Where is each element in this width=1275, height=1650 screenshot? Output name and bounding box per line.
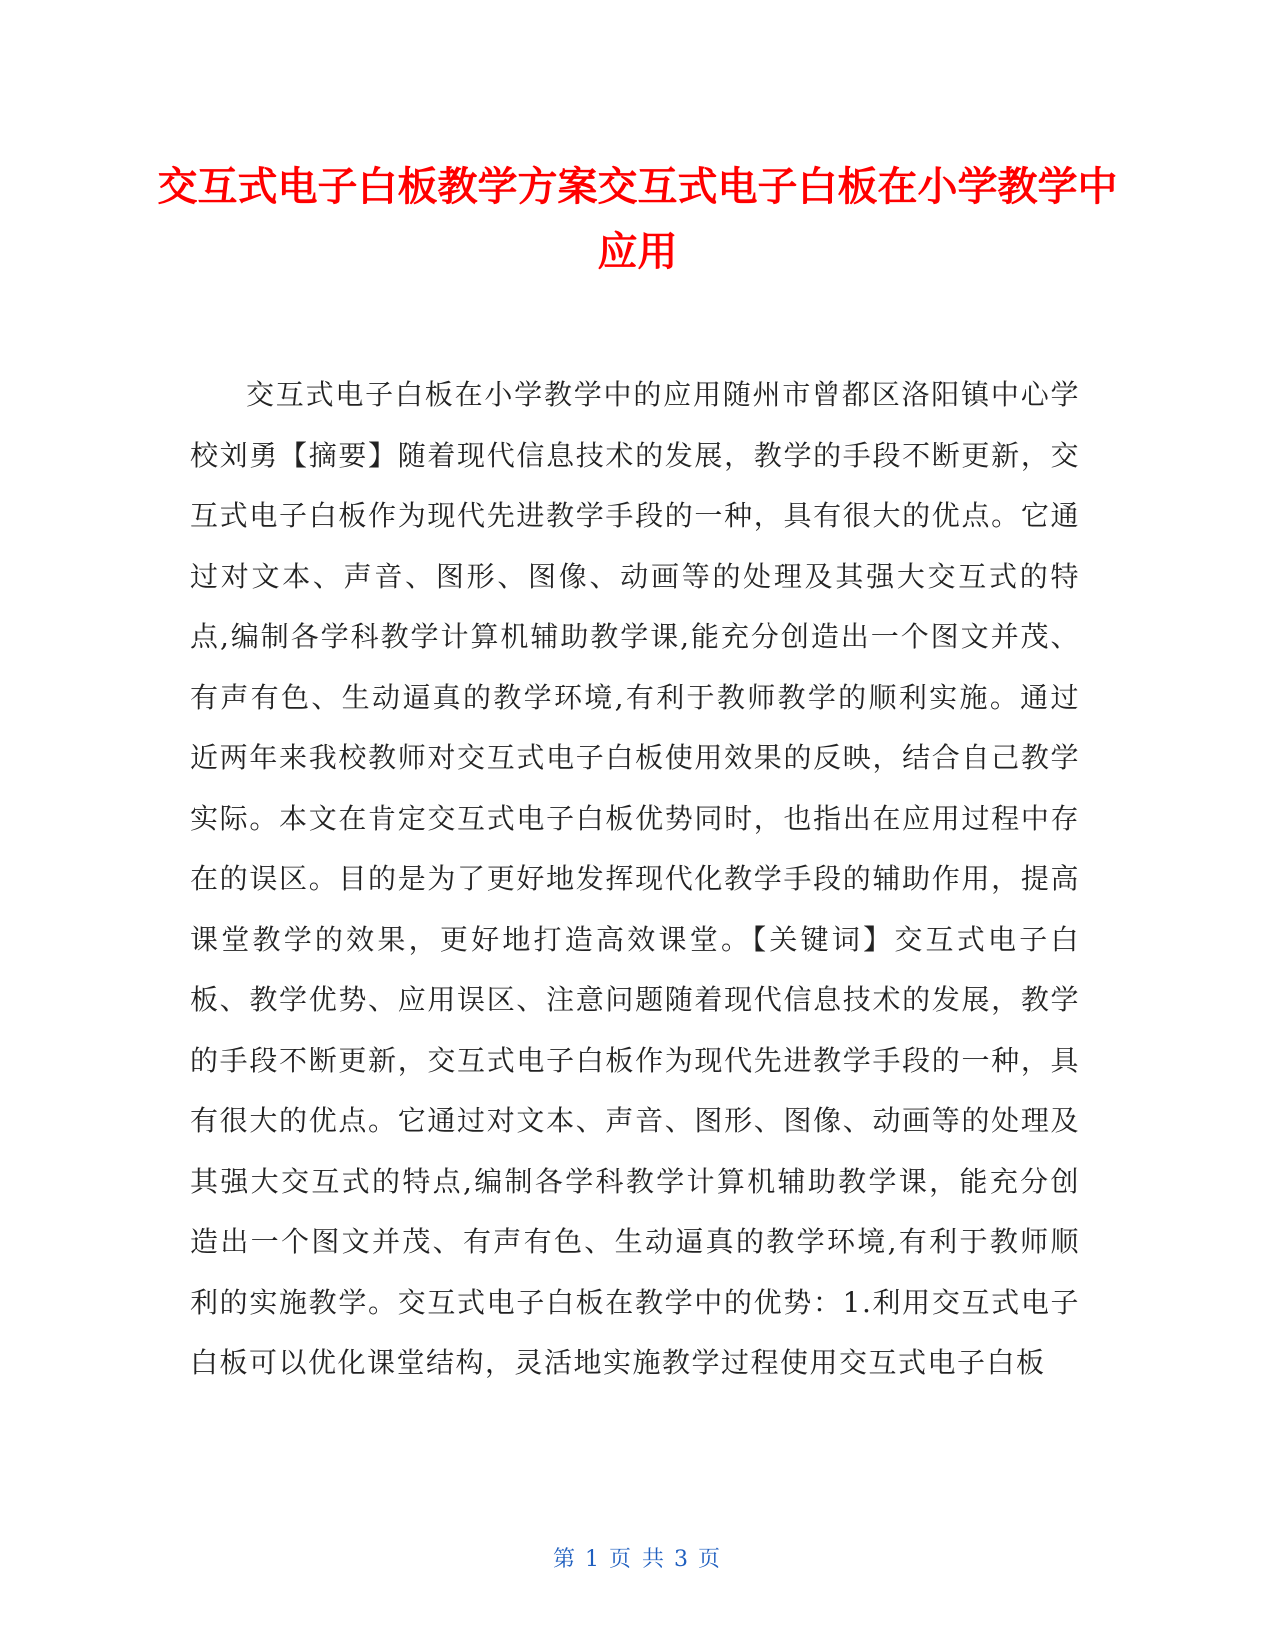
footer-suffix: 页 (698, 1547, 723, 1572)
footer-current-page: 1 (585, 1547, 601, 1572)
document-body-paragraph: 交互式电子白板在小学教学中的应用随州市曾都区洛阳镇中心学校刘勇【摘要】随着现代信息技术的发展，教学的手段不断更新，交互式电子白板作为现代先进教学手段的一种，具有很大的优点。它通过对文本、声音、图形、图像、动画等的处理及其强大交互式的特点,编制各学科教学计算机辅助教学课,能充分创造出一个图文并茂、有声有色、生动逼真的教学环境,有利于教师教学的顺利实施。通过近两年来我校教师对交互式电子白板使用效果的反映，结合自己教学实际。本文在肯定交互式电子白板优势同时，也指出在应用过程中存在的误区。目的是为了更好地发挥现代化教学手段的辅助作用，提高课堂教学的效果，更好地打造高效课堂。【关键词】交互式电子白板、教学优势、应用误区、注意问题随着现代信息技术的发展，教学的手段不断更新，交互式电子白板作为现代先进教学手段的一种，具有很大的优点。它通过对文本、声音、图形、图像、动画等的处理及其强大交互式的特点,编制各学科教学计算机辅助教学课，能充分创造出一个图文并茂、有声有色、生动逼真的教学环境,有利于教师顺利的实施教学。交互式电子白板在教学中的优势：1.利用交互式电子白板可以优化课堂结构，灵活地实施教学过程使用交互式电子白板 (190, 378, 1080, 1379)
footer-total-pages: 3 (674, 1547, 690, 1572)
footer-prefix: 第 (552, 1547, 577, 1572)
document-title: 交互式电子白板教学方案交互式电子白板在小学教学中应用 (157, 164, 1118, 275)
footer-mid: 页 共 (609, 1547, 666, 1572)
page-footer (0, 1545, 1275, 1575)
